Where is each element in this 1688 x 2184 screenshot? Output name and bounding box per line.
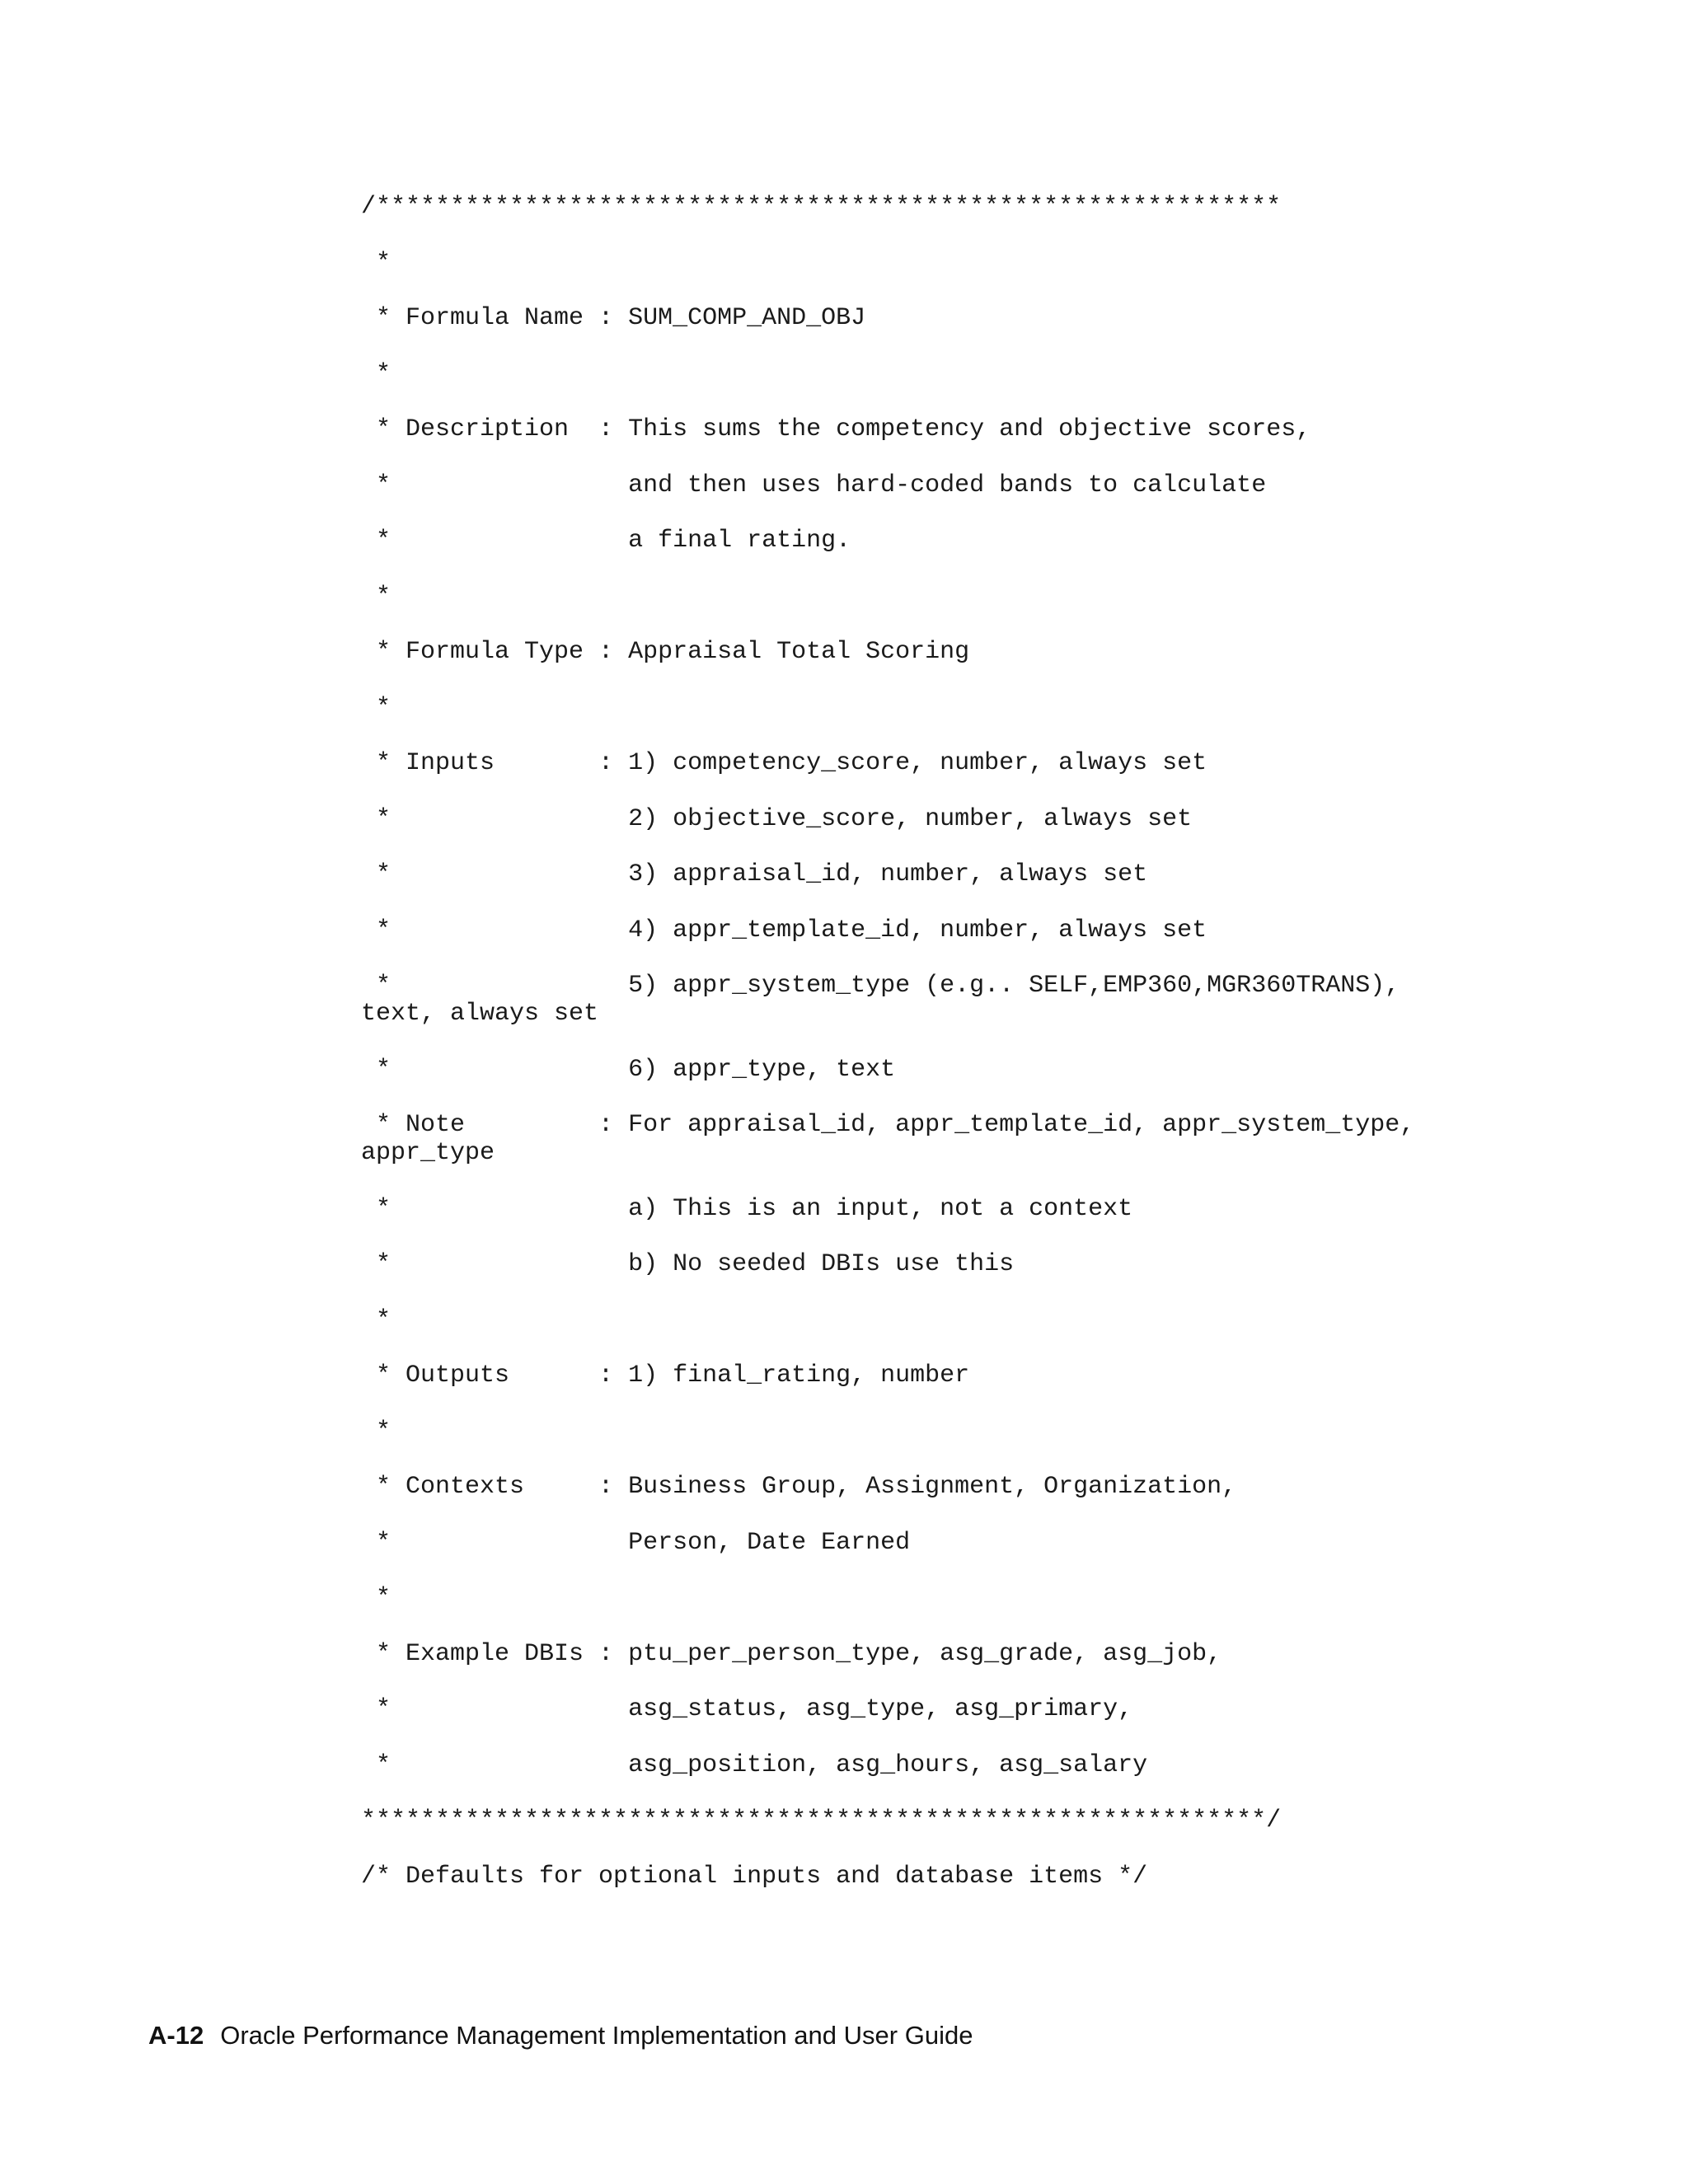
book-title: Oracle Performance Management Implementation and User Guide	[220, 2021, 973, 2050]
code-line: * Description : This sums the competency and objective scores,	[361, 415, 1311, 443]
code-line: * 2) objective_score, number, always set	[361, 804, 1193, 833]
code-line: * asg_status, asg_type, asg_primary,	[361, 1695, 1133, 1723]
code-line: * Contexts : Business Group, Assignment, Organization,	[361, 1473, 1237, 1501]
formula-code-block	[361, 193, 1597, 1918]
code-line: *	[361, 248, 392, 277]
code-line: * Formula Type : Appraisal Total Scoring	[361, 638, 970, 666]
code-line: * Note : For appraisal_id, appr_template_id, appr_system_type, appr_type	[361, 1111, 1415, 1167]
code-line: /*************************************************************	[361, 193, 1282, 221]
code-line: * asg_position, asg_hours, asg_salary	[361, 1750, 1148, 1779]
code-line: *	[361, 1584, 392, 1612]
code-line: * Person, Date Earned	[361, 1528, 911, 1557]
code-line: * and then uses hard-coded bands to calculate	[361, 471, 1267, 499]
code-line: * b) No seeded DBIs use this	[361, 1250, 1015, 1278]
code-line: *	[361, 1305, 392, 1334]
code-line: * Formula Name : SUM_COMP_AND_OBJ	[361, 304, 866, 332]
page-footer	[148, 2021, 973, 2050]
code-line: * Outputs : 1) final_rating, number	[361, 1361, 970, 1390]
code-line: *	[361, 359, 392, 388]
code-line: * 4) appr_template_id, number, always set	[361, 916, 1207, 944]
code-line: * 6) appr_type, text	[361, 1055, 896, 1084]
code-line: *************************************************************/	[361, 1807, 1282, 1835]
code-line: *	[361, 693, 392, 722]
code-line: /* Defaults for optional inputs and database items */	[361, 1862, 1148, 1891]
code-line: * a) This is an input, not a context	[361, 1194, 1133, 1223]
code-line: * 5) appr_system_type (e.g.. SELF,EMP360,MGR360TRANS), text, always set	[361, 972, 1400, 1028]
code-line: *	[361, 582, 392, 611]
code-line: * Inputs : 1) competency_score, number, always set	[361, 749, 1207, 777]
code-line: * Example DBIs : ptu_per_person_type, asg_grade, asg_job,	[361, 1639, 1222, 1668]
code-line: *	[361, 1417, 392, 1446]
code-line: * a final rating.	[361, 527, 851, 555]
code-line: * 3) appraisal_id, number, always set	[361, 860, 1148, 888]
page-number: A-12	[148, 2021, 204, 2050]
